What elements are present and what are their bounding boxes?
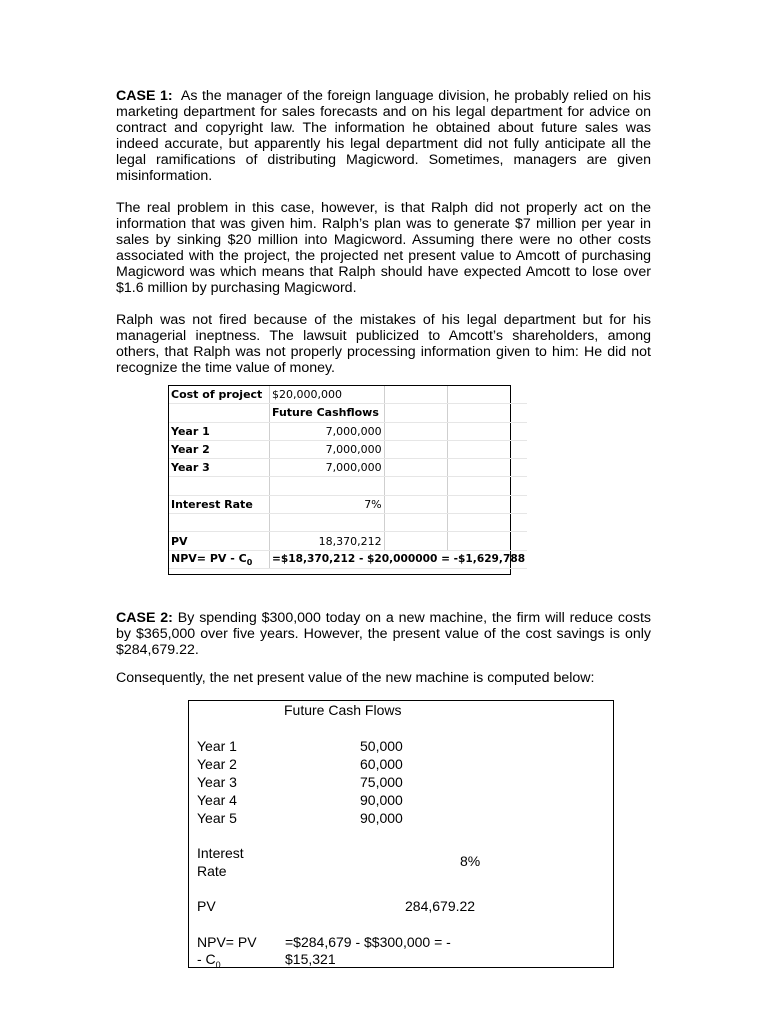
table-row xyxy=(169,459,527,477)
table-row xyxy=(169,404,527,422)
table-row xyxy=(169,386,527,404)
table-row xyxy=(169,440,527,458)
cost-label: Cost of project xyxy=(169,386,270,404)
case1-paragraph-3: Ralph was not fired because of the mistakes of his legal department but for his managerial ineptness. The lawsuit publicized to Amcott’s shareholders, among others, that Ralph was not properly processing information given to him: He did not recognize the time value of money. xyxy=(116,312,651,377)
interest-rate-value: 7% xyxy=(270,495,385,513)
table-row xyxy=(169,477,527,495)
npv-label-line1: NPV= PV xyxy=(197,934,257,950)
case2-table xyxy=(188,700,614,968)
table-row xyxy=(169,422,527,440)
table-row xyxy=(169,532,527,550)
npv-label: NPV= PV - $C_0$ xyxy=(169,550,270,568)
npv-value-line1: =$284,679 - $$300,000 = - xyxy=(285,934,451,950)
case2-paragraph-1-text: By spending $300,000 today on a new machine, the firm will reduce costs by $365,000 over five years. However, the present value of the cost savings is only $284,679.22. xyxy=(116,610,651,659)
year-value: 7,000,000 xyxy=(270,459,385,477)
year-value: 75,000 xyxy=(360,774,403,790)
npv-value-line2: $15,321 xyxy=(285,951,336,967)
interest-rate-value: 8% xyxy=(460,853,481,869)
pv-label: PV xyxy=(197,898,216,914)
year-label: Year 4 xyxy=(197,792,237,808)
year-label: Year 2 xyxy=(169,440,270,458)
case2-heading: CASE 2: xyxy=(116,610,173,626)
interest-rate-label-line2: Rate xyxy=(197,863,227,879)
year-value: 60,000 xyxy=(360,756,403,772)
interest-rate-label: Interest Rate xyxy=(169,495,270,513)
year-label: Year 2 xyxy=(197,756,237,772)
year-label: Year 1 xyxy=(169,422,270,440)
year-value: 7,000,000 xyxy=(270,422,385,440)
npv-label-line2: - $C_0$ xyxy=(197,951,221,970)
year-label: Year 3 xyxy=(197,774,237,790)
case1-heading: CASE 1: xyxy=(116,88,173,104)
cashflows-header: Future Cashflows xyxy=(270,404,385,422)
interest-rate-label-line1: Interest xyxy=(197,845,244,861)
year-value: 90,000 xyxy=(360,792,403,808)
case1-paragraph-1 xyxy=(116,88,651,185)
cost-value: $20,000,000 xyxy=(270,386,385,404)
npv-value: =$18,370,212 - $20,000000 = -$1,629,788 xyxy=(270,550,528,568)
year-value: 7,000,000 xyxy=(270,440,385,458)
year-value: 90,000 xyxy=(360,810,403,826)
case1-paragraph-1-text: As the manager of the foreign language division, he probably relied on his marketing department for sales forecasts and on his legal department for advice on contract and copyright law. The information he obtained about future sales was indeed accurate, but apparently his legal department did not fully anticipate all the legal ramifications of distributing Magicword. Sometimes, managers are given misinformation. xyxy=(116,88,651,185)
case2-paragraph-2: Consequently, the net present value of the new machine is computed below: xyxy=(116,670,595,686)
table-row xyxy=(169,514,527,532)
case2-paragraph-1 xyxy=(116,610,651,658)
case1-table xyxy=(169,386,527,569)
year-label: Year 3 xyxy=(169,459,270,477)
case1-paragraph-2: The real problem in this case, however, is that Ralph did not properly act on the information that was given him. Ralph’s plan was to generate $7 million per year in sales by sinking $20 million into Magicword. Assuming there were no other costs associated with the project, the projected net present value to Amcott of purchasing Magicword was which means that Ralph should have expected Amcott to lose over $1.6 million by purchasing Magicword. xyxy=(116,200,651,297)
year-value: 50,000 xyxy=(360,738,403,754)
table-row xyxy=(169,495,527,513)
pv-value: 18,370,212 xyxy=(270,532,385,550)
pv-label: PV xyxy=(169,532,270,550)
table-row xyxy=(169,550,527,568)
year-label: Year 1 xyxy=(197,738,237,754)
pv-value: 284,679.22 xyxy=(405,898,476,914)
cash-flows-header: Future Cash Flows xyxy=(284,702,402,718)
year-label: Year 5 xyxy=(197,810,237,826)
